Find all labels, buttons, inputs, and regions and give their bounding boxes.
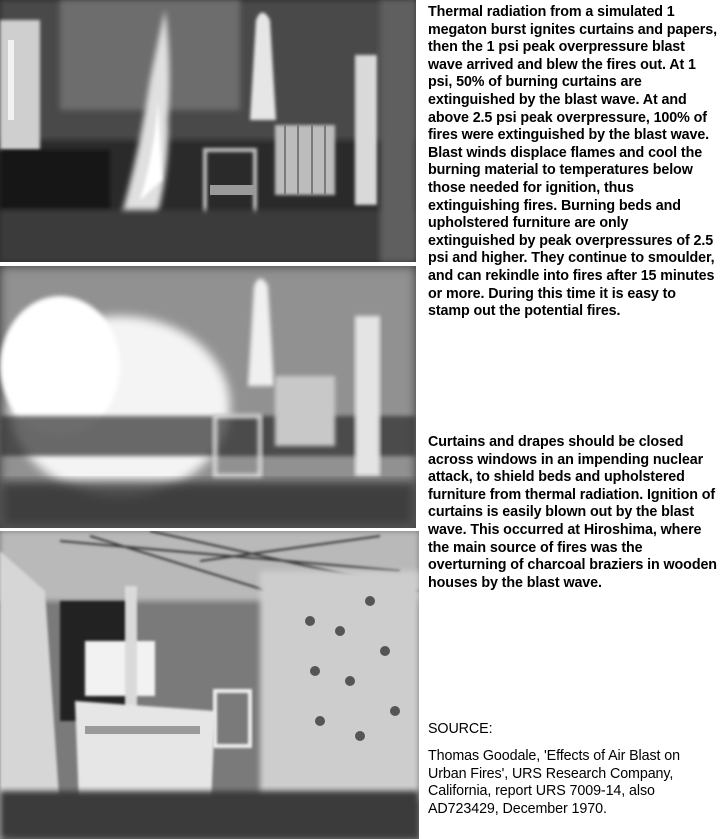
photo-blast-wave [0,266,416,528]
photo-curtains-igniting [0,0,416,262]
paragraph-thermal-blast: Thermal radiation from a simulated 1 megaton burst ignites curtains and papers, then the 1 psi peak overpressure blast wave arrived and blew the fires out. At 1 psi, 50% of burning curtains are extinguished by the blast wave. At and above 2.5 psi peak overpressure, 100% of fires were extinguished by the blast wave. Blast winds displace flames and cool the burning material to temperatures below those needed for ignition, thus extinguishing fires. Burning beds and upholstered furniture are only extinguished by peak overpressures of 2.5 psi and higher. They continue to smoulder, and can rekindle into fires after 15 minutes or more. During this time it is easy to stamp out the potential fires. [428,4,717,320]
paragraph-curtains-advice: Curtains and drapes should be closed across windows in an impending nuclear attack, to shield beds and upholstered furniture from thermal radiation. Ignition of curtains is easily blown out by the blast wave. This occurred at Hiroshima, where the main source of fires was the overturning of charcoal braziers in wooden houses by the blast wave. [428,434,717,591]
source-citation: Thomas Goodale, 'Effects of Air Blast on Urban Fires', URS Research Company, California, report URS 7009-14, also AD723429, December 1970. [428,748,680,817]
source-heading: SOURCE: [428,721,493,737]
photo-aftermath-room [0,531,419,839]
